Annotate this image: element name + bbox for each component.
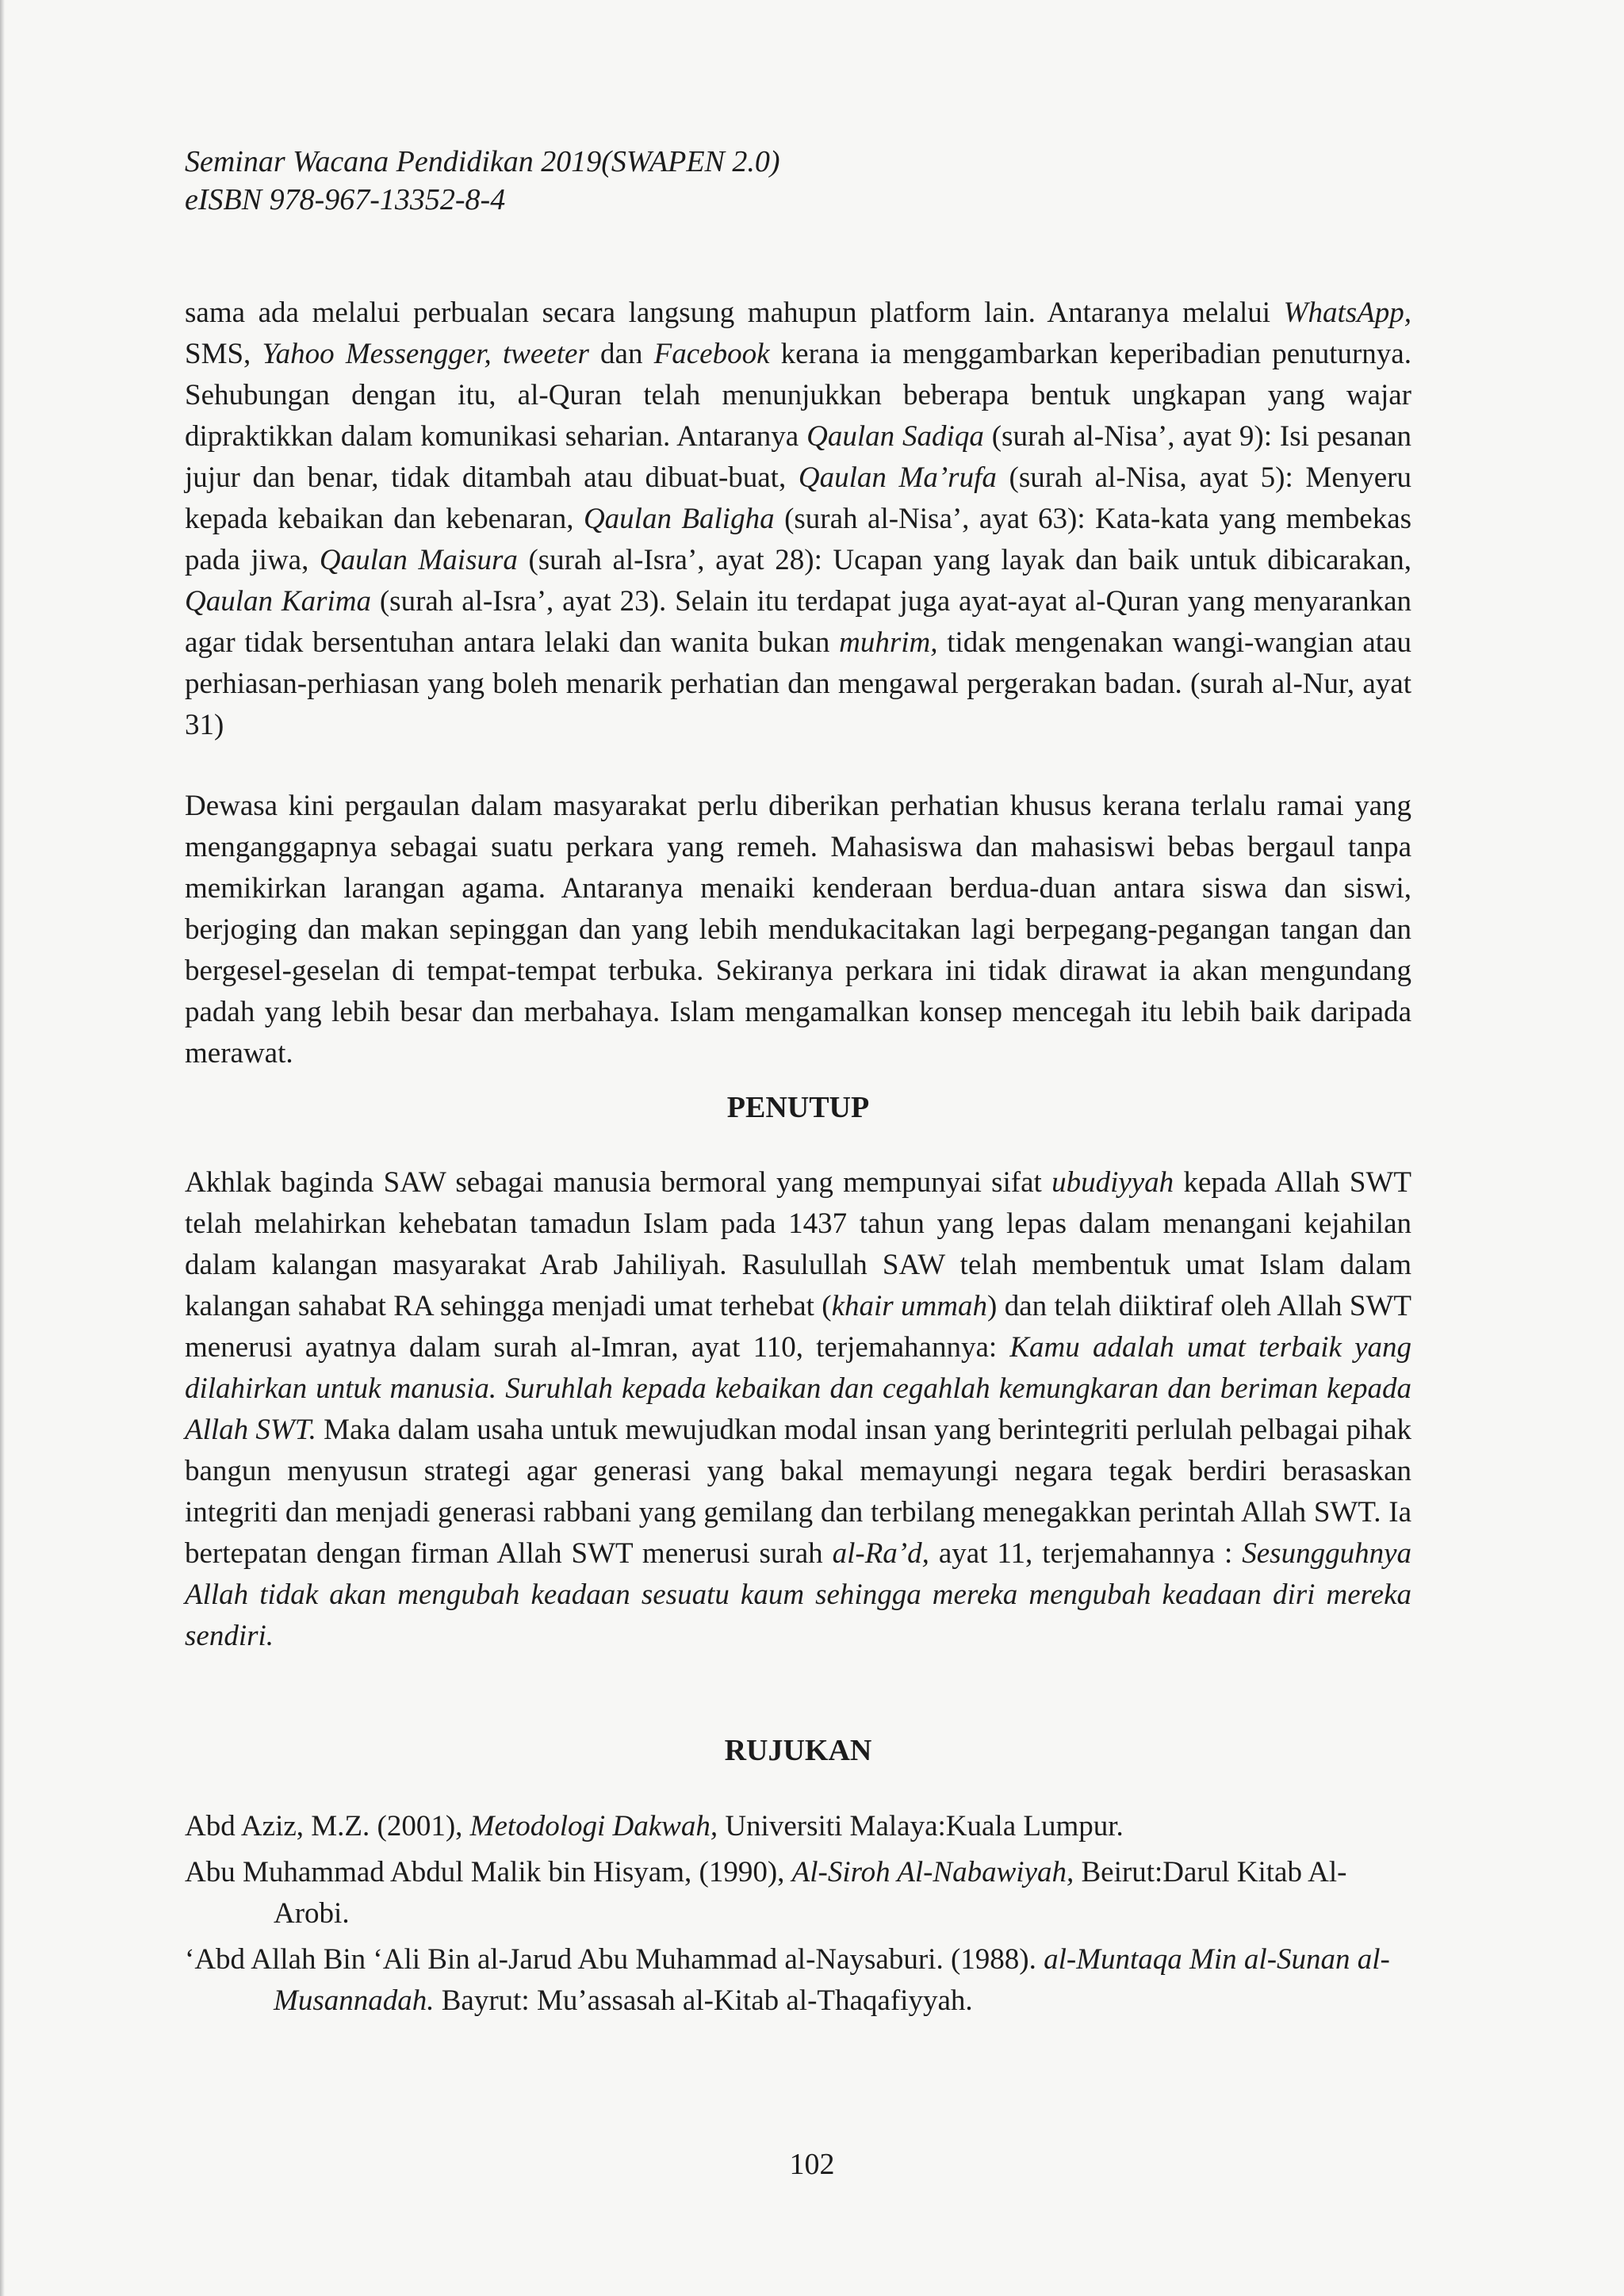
italic-quran-translation-1: Kamu adalah umat terbaik yang dilahirkan untuk manusia. Suruhlah kepada kebaikan dan cegahlah kemungkaran dan beriman kepada Allah SWT. [185, 1331, 1411, 1446]
text-span: (surah al-Isra’, ayat 23). Selain itu terdapat juga ayat-ayat al-Quran yang menyarankan agar tidak bersentuhan antara lelaki dan wanita bukan [185, 585, 1411, 659]
text-span: (surah al-Nisa’, ayat 63): Kata-kata yang membekas pada jiwa, [185, 503, 1412, 576]
text-span: (surah al-Isra’, ayat 28): Ucapan yang layak dan baik untuk dibicarakan, [517, 544, 1412, 576]
header-eisbn: eISBN 978-967-13352-8-4 [185, 183, 506, 216]
text-span: kepada Allah SWT telah melahirkan kehebatan tamadun Islam pada 1437 tahun yang lepas dalam menangani kejahilan dalam kalangan masyarakat Arab Jahiliyah. Rasulullah SAW telah membentuk umat Islam dalam kalangan sahabat RA sehingga menjadi umat terhebat ( [185, 1166, 1411, 1322]
header-seminar-title: Seminar Wacana Pendidikan 2019(SWAPEN 2.0) [185, 145, 780, 178]
italic-qaulan-maisura: Qaulan Maisura [319, 544, 518, 576]
reference-authors: ‘Abd Allah Bin ‘Ali Bin al-Jarud Abu Muhammad al-Naysaburi. (1988). [185, 1943, 1044, 1976]
text-span [492, 338, 503, 370]
italic-ubudiyyah: ubudiyyah [1051, 1166, 1174, 1199]
text-span: ayat 11, terjemahannya : [929, 1537, 1243, 1570]
italic-khair-ummah: khair ummah [831, 1290, 988, 1322]
reference-item [185, 1806, 1411, 1847]
running-header [185, 143, 780, 219]
reference-item [185, 1939, 1411, 2022]
text-span: (surah al-Nisa, ayat 5): Menyeru kepada kebaikan dan kebenaran, [185, 461, 1411, 535]
reference-publisher: Bayrut: Mu’assasah al-Kitab al-Thaqafiyyah. [434, 1984, 973, 2017]
italic-qaulan-sadiqa: Qaulan Sadiqa [806, 420, 984, 453]
page-number: 102 [789, 2148, 835, 2181]
paragraph-communication [185, 293, 1411, 746]
text-span: Akhlak baginda SAW sebagai manusia bermoral yang mempunyai sifat [185, 1166, 1052, 1199]
section-heading-rujukan: RUJUKAN [724, 1734, 872, 1767]
italic-muhrim: muhrim, [839, 626, 938, 659]
paragraph-conclusion [185, 1162, 1411, 1657]
paragraph-social-interaction: Dewasa kini pergaulan dalam masyarakat perlu diberikan perhatian khusus kerana terlalu ramai yang menganggapnya sebagai suatu perkara yang remeh. Mahasiswa dan mahasiswi bebas bergaul tanpa memikirkan larangan agama. Antaranya menaiki kenderaan berdua-duan antara siswa dan siswi, berjoging dan makan sepinggan dan yang lebih mendukacitakan lagi berpegang-pegangan tangan dan bergesel-geselan di tempat-tempat terbuka. Sekiranya perkara ini tidak dirawat ia akan mengundang padah yang lebih besar dan merbahaya. Islam mengamalkan konsep mencegah itu lebih baik daripada merawat. [185, 790, 1411, 1070]
italic-quran-translation-2: Sesungguhnya Allah tidak akan mengubah keadaan sesuatu kaum sehingga mereka mengubah keadaan diri mereka sendiri. [185, 1537, 1411, 1652]
italic-qaulan-marufa: Qaulan Ma’rufa [798, 461, 997, 494]
italic-tweeter: tweeter [502, 338, 589, 370]
text-span: (surah al-Nisa’, ayat 9): Isi pesanan jujur dan benar, tidak ditambah atau dibuat-buat, [185, 420, 1411, 494]
section-heading-penutup: PENUTUP [726, 1091, 870, 1124]
text-span: Maka dalam usaha untuk mewujudkan modal insan yang berintegriti perlulah pelbagai pihak bangun menyusun strategi agar generasi yang bakal memayungi negara tegak berdiri berasaskan integriti dan menjadi generasi rabbani yang gemilang dan terbilang menegakkan perintah Allah SWT. Ia bertepatan dengan firman Allah SWT menerusi surah [185, 1414, 1411, 1570]
reference-authors: Abu Muhammad Abdul Malik bin Hisyam, (1990), [185, 1856, 792, 1888]
italic-whatsapp: WhatsApp, [1283, 297, 1411, 329]
reference-title: al-Muntaqa Min al-Sunan al-Musannadah. [274, 1943, 1390, 2017]
italic-qaulan-baligha: Qaulan Baligha [583, 503, 775, 535]
reference-publisher: Universiti Malaya:Kuala Lumpur. [718, 1810, 1124, 1843]
italic-al-rad: al-Ra’d, [832, 1537, 929, 1570]
reference-title: Metodologi Dakwah, [469, 1810, 718, 1843]
text-span: kerana ia menggambarkan keperibadian penuturnya. Sehubungan dengan itu, al-Quran telah menunjukkan beberapa bentuk ungkapan yang wajar dipraktikkan dalam komunikasi seharian. Antaranya [185, 338, 1411, 453]
italic-qaulan-karima: Qaulan Karima [185, 585, 371, 618]
text-span: SMS, [185, 338, 262, 370]
reference-publisher: Beirut:Darul Kitab Al-Arobi. [274, 1856, 1347, 1930]
text-span: tidak mengenakan wangi-wangian atau perhiasan-perhiasan yang boleh menarik perhatian dan mengawal pergerakan badan. (surah al-Nur, ayat 31) [185, 626, 1412, 741]
text-span: dan [588, 338, 654, 370]
text-span: ) dan telah diiktiraf oleh Allah SWT menerusi ayatnya dalam surah al-Imran, ayat 110, terjemahannya: [185, 1290, 1412, 1364]
italic-yahoo: Yahoo Messengger, [262, 338, 492, 370]
reference-list [185, 1806, 1411, 2026]
reference-authors: Abd Aziz, M.Z. (2001), [185, 1810, 470, 1843]
italic-facebook: Facebook [653, 338, 770, 370]
text-span: sama ada melalui perbualan secara langsung mahupun platform lain. Antaranya melalui [185, 297, 1284, 329]
reference-item [185, 1852, 1411, 1934]
reference-title: Al-Siroh Al-Nabawiyah, [791, 1856, 1074, 1888]
